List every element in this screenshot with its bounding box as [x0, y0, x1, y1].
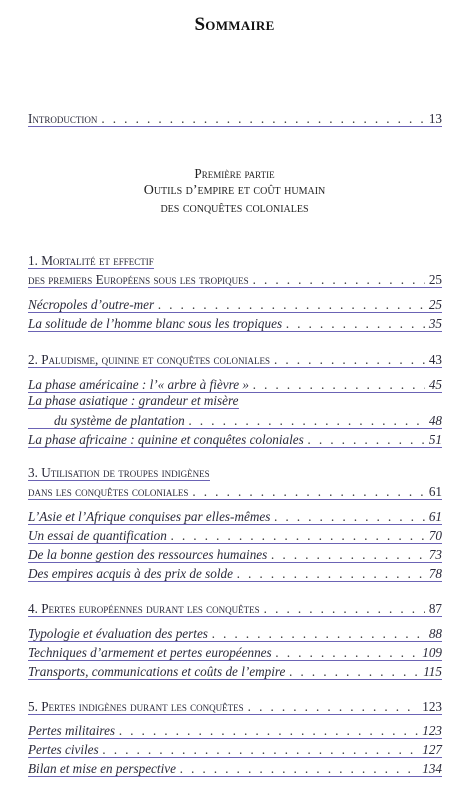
- toc-page: 48: [428, 413, 442, 428]
- leader-dots: [212, 626, 425, 641]
- leader-dots: [103, 742, 419, 757]
- leader-dots: [253, 272, 425, 287]
- toc-page: 25: [428, 272, 442, 287]
- toc-entry[interactable]: [28, 374, 442, 393]
- toc-page: 123: [422, 723, 442, 738]
- part-subtitle-1: Outils d’empire et coût humain: [143, 183, 326, 198]
- toc-label: des premiers Européens sous les tropiques: [28, 272, 249, 287]
- toc-label: Nécropoles d’outre-mer: [28, 297, 155, 312]
- page-title: Sommaire: [194, 14, 275, 35]
- leader-dots: [171, 528, 425, 543]
- toc-chapter-3-line1[interactable]: 3. Utilisation de troupes indigènes: [28, 465, 210, 480]
- toc-label: Un essai de quantification: [28, 528, 167, 543]
- leader-dots: [274, 509, 424, 524]
- leader-dots: [189, 413, 425, 428]
- part-heading: Première partie: [194, 166, 275, 181]
- toc-page: 43: [428, 352, 442, 367]
- toc-chapter-1-line1[interactable]: 1. Mortalité et effectif: [28, 253, 154, 268]
- toc-label: L’Asie et l’Afrique conquises par elles-mêmes: [28, 509, 271, 524]
- toc-page: 134: [422, 761, 442, 776]
- part-subtitle-2: des conquêtes coloniales: [160, 201, 309, 216]
- toc-page: 127: [422, 742, 442, 757]
- toc-page: 73: [428, 547, 442, 562]
- toc-label: Typologie et évaluation des pertes: [28, 626, 208, 641]
- toc-entry[interactable]: [28, 506, 442, 525]
- toc-entry[interactable]: [28, 563, 442, 582]
- toc-page: 61: [428, 484, 442, 499]
- leader-dots: [276, 645, 419, 660]
- toc-chapter-5[interactable]: [28, 696, 442, 715]
- toc-chapter-4[interactable]: [28, 598, 442, 617]
- toc-label: La phase américaine : l’« arbre à fièvre »: [28, 377, 249, 392]
- toc-page: 61: [428, 509, 442, 524]
- leader-dots: [119, 723, 418, 738]
- toc-label: Techniques d’armement et pertes européennes: [28, 645, 272, 660]
- toc-page: 87: [428, 601, 442, 616]
- leader-dots: [180, 761, 418, 776]
- toc-label: De la bonne gestion des ressources humaines: [28, 547, 268, 562]
- toc-entry[interactable]: [28, 720, 442, 739]
- toc-entry[interactable]: [28, 313, 442, 332]
- toc-chapter-1[interactable]: [28, 269, 442, 288]
- toc-label: La solitude de l’homme blanc sous les tropiques: [28, 316, 283, 331]
- leader-dots: [274, 352, 425, 367]
- toc-label: Introduction: [28, 111, 98, 126]
- toc-label: Des empires acquis à des prix de solde: [28, 566, 233, 581]
- toc-entry[interactable]: [28, 429, 442, 448]
- toc-entry-introduction[interactable]: [28, 108, 442, 127]
- toc-label: La phase africaine : quinine et conquêtes coloniales: [28, 432, 304, 447]
- toc-label: 2. Paludisme, quinine et conquêtes coloniales: [28, 352, 270, 367]
- toc-entry[interactable]: [28, 623, 442, 642]
- toc-entry-line1[interactable]: La phase asiatique : grandeur et misère: [28, 393, 239, 408]
- toc-page: 88: [428, 626, 442, 641]
- toc-label: Pertes militaires: [28, 723, 116, 738]
- toc-entry[interactable]: [28, 642, 442, 661]
- toc-entry[interactable]: [28, 544, 442, 563]
- toc-chapter-3[interactable]: [28, 481, 442, 500]
- toc-page: 115: [423, 664, 442, 679]
- leader-dots: [192, 484, 424, 499]
- toc-page: 109: [422, 645, 442, 660]
- toc-entry[interactable]: [28, 758, 442, 777]
- toc-page: 35: [428, 316, 442, 331]
- toc-label: Pertes civiles: [28, 742, 99, 757]
- toc-page: 70: [428, 528, 442, 543]
- toc-entry[interactable]: [28, 661, 442, 680]
- toc-label: dans les conquêtes coloniales: [28, 484, 189, 499]
- leader-dots: [101, 111, 424, 126]
- toc-page: 123: [422, 699, 442, 714]
- leader-dots: [158, 297, 425, 312]
- leader-dots: [237, 566, 425, 581]
- toc-label: 4. Pertes européennes durant les conquêtes: [28, 601, 260, 616]
- toc-label: 5. Pertes indigènes durant les conquêtes: [28, 699, 244, 714]
- toc-label: Bilan et mise en perspective: [28, 761, 176, 776]
- leader-dots: [248, 699, 419, 714]
- toc-page: 78: [428, 566, 442, 581]
- toc-entry[interactable]: [28, 739, 442, 758]
- toc-label: du système de plantation: [54, 413, 185, 428]
- toc-chapter-2[interactable]: [28, 349, 442, 368]
- leader-dots: [271, 547, 425, 562]
- toc-page: 51: [428, 432, 442, 447]
- toc-page: 13: [428, 111, 442, 126]
- leader-dots: [289, 664, 419, 679]
- toc-entry[interactable]: [28, 525, 442, 544]
- toc-entry[interactable]: [28, 410, 442, 429]
- leader-dots: [286, 316, 425, 331]
- leader-dots: [264, 601, 425, 616]
- leader-dots: [308, 432, 425, 447]
- toc-label: Transports, communications et coûts de l’empire: [28, 664, 286, 679]
- leader-dots: [253, 377, 425, 392]
- toc-page: 25: [428, 297, 442, 312]
- toc-page: 45: [428, 377, 442, 392]
- toc-entry[interactable]: [28, 294, 442, 313]
